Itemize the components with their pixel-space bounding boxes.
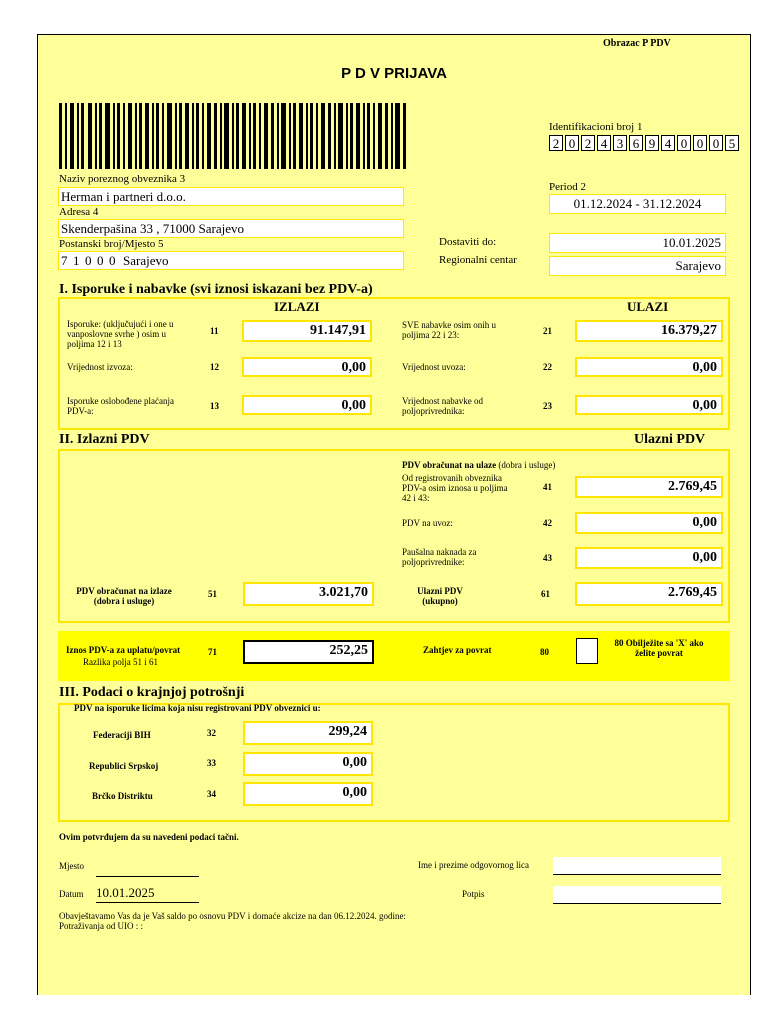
id-digit: 0 — [709, 135, 723, 151]
id-number-field[interactable] — [549, 135, 741, 153]
input-vat-heading-bold: PDV obračunat na ulaze — [402, 460, 497, 470]
row43-value[interactable]: 0,00 — [575, 547, 723, 569]
row41-number: 41 — [543, 482, 552, 492]
id-digit: 0 — [693, 135, 707, 151]
row33-value[interactable]: 0,00 — [243, 752, 373, 776]
signature-field[interactable] — [553, 886, 721, 904]
id-digit: 0 — [677, 135, 691, 151]
receivables-note: Potraživanja od UIO : : — [59, 921, 143, 931]
row61-number: 61 — [541, 589, 550, 599]
row51-value[interactable]: 3.021,70 — [243, 582, 374, 606]
section1-title: I. Isporuke i nabavke (svi iznosi iskazani bez PDV-a) — [59, 282, 373, 297]
refund-note: 80 Obilježite sa 'X' ako želite povrat — [614, 638, 704, 658]
place-label: Mjesto — [59, 861, 85, 871]
id-digit: 4 — [661, 135, 675, 151]
postal-digit: 0 — [109, 253, 116, 268]
row21-label: SVE nabavke osim onih u poljima 22 i 23: — [402, 320, 496, 340]
id-digit: 6 — [629, 135, 643, 151]
row34-number: 34 — [207, 789, 216, 799]
row51-number: 51 — [208, 589, 217, 599]
row61-value[interactable]: 2.769,45 — [575, 582, 723, 606]
row41-label: Od registrovanih obveznika PDV-a osim iznosa u poljima 42 i 43: — [402, 473, 508, 503]
postal-digit: 0 — [97, 253, 104, 268]
row34-value[interactable]: 0,00 — [243, 782, 373, 806]
postal-city-field[interactable] — [58, 251, 404, 270]
row42-number: 42 — [543, 518, 552, 528]
row43-label: Paušalna naknada za poljoprivrednike: — [402, 547, 477, 567]
row23-value[interactable]: 0,00 — [575, 395, 723, 415]
postal-label: Postanski broj/Mjesto 5 — [59, 238, 164, 250]
refund-checkbox[interactable] — [576, 638, 598, 664]
row42-value[interactable]: 0,00 — [575, 512, 723, 534]
taxpayer-name-label: Naziv poreznog obveznika 3 — [59, 173, 186, 185]
section3-subtitle: PDV na isporuke licima koja nisu registrovani PDV obveznici u: — [74, 703, 321, 713]
row42-label: PDV na uvoz: — [402, 518, 453, 528]
period-field[interactable]: 01.12.2024 - 31.12.2024 — [549, 194, 726, 214]
deliver-date-field[interactable]: 10.01.2025 — [549, 233, 726, 253]
id-digit: 5 — [725, 135, 739, 151]
row22-value[interactable]: 0,00 — [575, 357, 723, 377]
row21-number: 21 — [543, 326, 552, 336]
id-digit: 9 — [645, 135, 659, 151]
row32-label: Federaciji BIH — [93, 730, 151, 740]
row61-label: Ulazni PDV (ukupno) — [417, 586, 463, 606]
responsible-person-label: Ime i prezime odgovornog lica — [418, 860, 529, 870]
id-digit: 0 — [565, 135, 579, 151]
section3-title: III. Podaci o krajnjoj potrošnji — [59, 685, 245, 700]
row11-label: Isporuke: (uključujući i one u vanposlovne svrhe ) osim u poljima 12 i 13 — [67, 319, 174, 349]
taxpayer-name-field[interactable]: Herman i partneri d.o.o. — [58, 187, 404, 206]
row12-number: 12 — [210, 362, 219, 372]
in-header: ULAZI — [627, 299, 669, 314]
id-digit: 2 — [549, 135, 563, 151]
row32-number: 32 — [207, 728, 216, 738]
id-number-label: Identifikacioni broj 1 — [549, 121, 643, 133]
row23-label: Vrijednost nabavke od poljoprivrednika: — [402, 396, 483, 416]
row23-number: 23 — [543, 401, 552, 411]
input-vat-heading-rest: (dobra i usluge) — [496, 460, 556, 470]
date-label: Datum — [59, 889, 84, 899]
payment-value[interactable]: 252,25 — [243, 640, 374, 664]
regional-center-field[interactable]: Sarajevo — [549, 256, 726, 276]
row33-label: Republici Srpskoj — [89, 761, 159, 771]
row43-number: 43 — [543, 553, 552, 563]
input-vat-heading — [402, 460, 555, 470]
payment-sublabel: Razlika polja 51 i 61 — [83, 657, 158, 667]
id-digit: 4 — [597, 135, 611, 151]
row41-value[interactable]: 2.769,45 — [575, 476, 723, 498]
period-label: Period 2 — [549, 181, 586, 193]
tax-form-sheet — [37, 34, 751, 995]
confirmation-text: Ovim potvrđujem da su navedeni podaci tačni. — [59, 832, 239, 842]
postal-digit: 7 — [61, 253, 68, 268]
payment-number: 71 — [208, 647, 217, 657]
city-value: Sarajevo — [123, 253, 169, 268]
refund-number: 80 — [540, 647, 549, 657]
date-field[interactable]: 10.01.2025 — [96, 885, 199, 903]
regional-center-label: Regionalni centar — [439, 254, 517, 266]
id-digit: 2 — [581, 135, 595, 151]
place-field[interactable] — [96, 860, 199, 877]
signature-label: Potpis — [462, 889, 485, 899]
postal-digit: 0 — [85, 253, 92, 268]
refund-label: Zahtjev za povrat — [423, 645, 492, 655]
balance-note: Obavještavamo Vas da je Vaš saldo po osnovu PDV i domaće akcize na dan 06.12.2024. godine: — [59, 911, 406, 921]
row21-value[interactable]: 16.379,27 — [575, 320, 723, 342]
row33-number: 33 — [207, 758, 216, 768]
postal-digit: 1 — [73, 253, 80, 268]
row22-number: 22 — [543, 362, 552, 372]
row11-number: 11 — [210, 326, 219, 336]
address-field[interactable]: Skenderpašina 33 , 71000 Sarajevo — [58, 219, 404, 238]
form-code: Obrazac P PDV — [603, 38, 671, 49]
section2-title-right: Ulazni PDV — [634, 432, 706, 447]
row12-label: Vrijednost izvoza: — [67, 362, 133, 372]
row22-label: Vrijednost uvoza: — [402, 362, 466, 372]
deliver-label: Dostaviti do: — [439, 236, 497, 248]
address-label: Adresa 4 — [59, 206, 99, 218]
row11-value[interactable]: 91.147,91 — [242, 320, 372, 342]
row12-value[interactable]: 0,00 — [242, 357, 372, 377]
section2-title: II. Izlazni PDV — [59, 432, 150, 447]
row13-value[interactable]: 0,00 — [242, 395, 372, 415]
payment-label: Iznos PDV-a za uplatu/povrat — [66, 645, 181, 655]
out-header: IZLAZI — [274, 299, 320, 314]
row51-label: PDV obračunat na izlaze (dobra i usluge) — [76, 586, 172, 606]
row13-label: Isporuke oslobođene plaćanja PDV-a: — [67, 396, 174, 416]
barcode-image — [59, 103, 407, 169]
row32-value[interactable]: 299,24 — [243, 721, 373, 745]
responsible-person-field[interactable] — [553, 857, 721, 875]
id-digit: 3 — [613, 135, 627, 151]
row34-label: Brčko Distriktu — [92, 791, 153, 801]
form-title: P D V PRIJAVA — [341, 65, 447, 82]
row13-number: 13 — [210, 401, 219, 411]
section3-frame — [58, 703, 730, 822]
